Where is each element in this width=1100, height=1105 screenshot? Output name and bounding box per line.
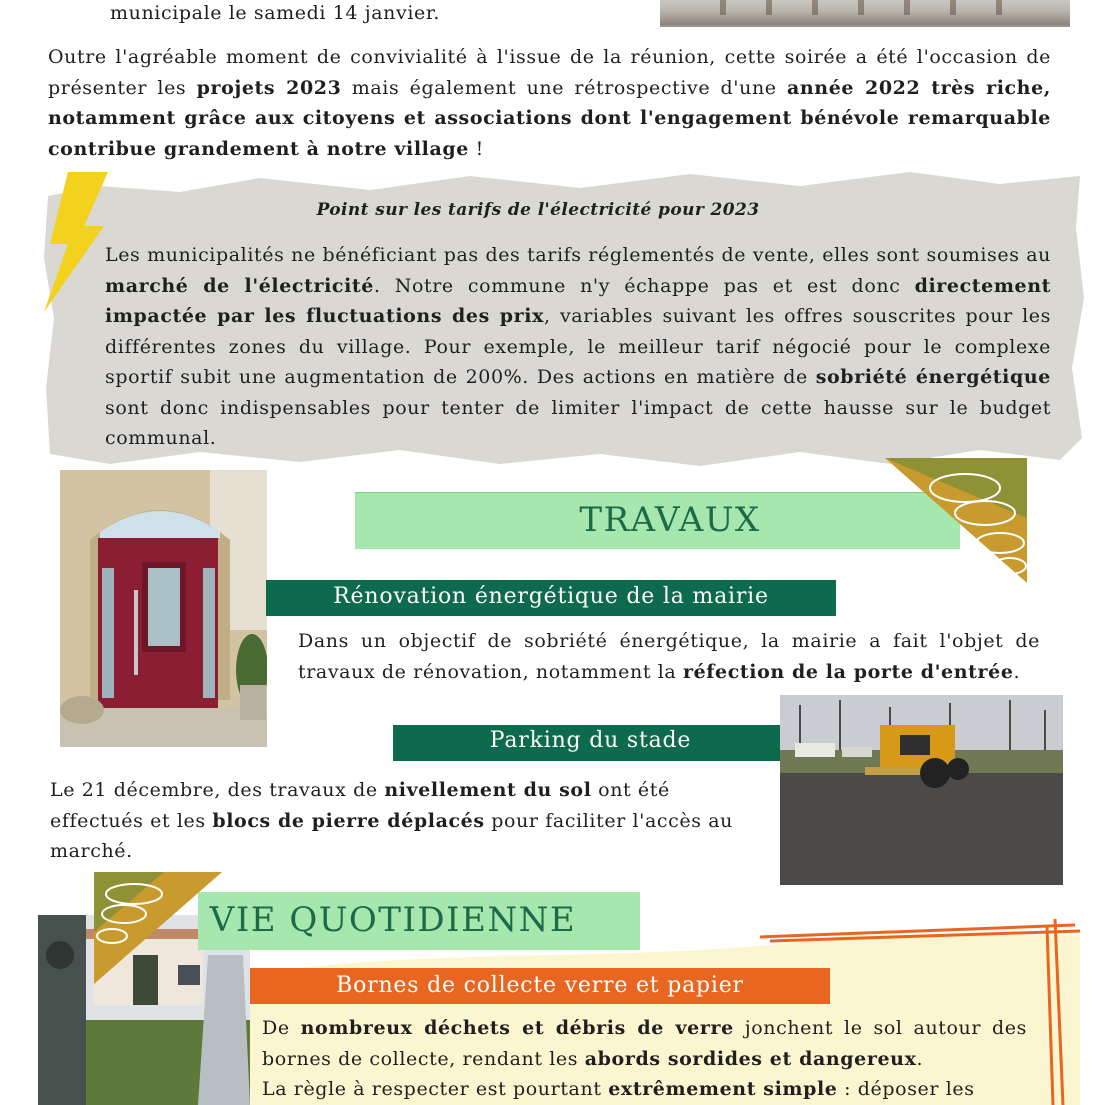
text-run: Les municipalités ne bénéficiant pas des tarifs réglementés de vente, elles sont soumises au bbox=[105, 244, 1051, 266]
parking-photo bbox=[780, 695, 1063, 885]
electricity-title: Point sur les tarifs de l'électricité pour 2023 bbox=[316, 200, 760, 220]
bold-text: année 2022 très riche, notamment grâce aux citoyens et associations dont l'engagement bénévole remarquable contribue grandement à notre village bbox=[48, 76, 1051, 160]
town-hall-door-photo bbox=[60, 470, 267, 747]
intro-paragraph bbox=[48, 42, 1051, 164]
bornes-heading: Bornes de collecte verre et papier bbox=[336, 973, 744, 998]
text-run: . bbox=[916, 1047, 924, 1070]
lightning-bolt-icon bbox=[38, 168, 110, 316]
bold-text: nombreux déchets et débris de verre bbox=[300, 1017, 734, 1039]
bold-text: blocs de pierre déplacés bbox=[212, 809, 485, 832]
meeting-photo bbox=[660, 0, 1070, 27]
bold-text: extrêmement simple bbox=[608, 1078, 838, 1100]
renovation-paragraph bbox=[298, 626, 1040, 687]
travaux-title: TRAVAUX bbox=[579, 500, 761, 540]
vie-quotidienne-title: VIE QUOTIDIENNE bbox=[209, 900, 577, 940]
renovation-heading: Rénovation énergétique de la mairie bbox=[333, 584, 769, 609]
text-run: De bbox=[262, 1017, 301, 1039]
bold-text: nivellement du sol bbox=[384, 779, 592, 801]
text-run: Le 21 décembre, des travaux de bbox=[50, 779, 385, 801]
text-run: La règle à respecter est pourtant bbox=[262, 1078, 609, 1100]
text-run: sont donc indispensables pour tenter de limiter l'impact de cette hausse sur le budget communal. bbox=[105, 396, 1051, 449]
bold-text: directement impactée par les fluctuations des prix bbox=[105, 274, 1051, 327]
bold-text: projets 2023 bbox=[196, 76, 342, 99]
text-run: . bbox=[1013, 660, 1021, 683]
text-run: Outre l'agréable moment de convivialité à l'issue de la réunion, cette soirée a été l'occasion de présenter les bbox=[48, 46, 1051, 99]
text-run: mais également une rétrospective d'une bbox=[341, 76, 787, 99]
parking-paragraph bbox=[50, 775, 762, 867]
text-run: ont été effectués et les bbox=[50, 779, 670, 832]
bornes-paragraph bbox=[262, 1013, 1027, 1105]
text-run: Dans un objectif de sobriété énergétique, la mairie a fait l'objet de travaux de rénovation, notamment la bbox=[298, 630, 1040, 683]
bold-text: abords sordides et dangereux bbox=[584, 1047, 917, 1070]
text-run: ! bbox=[468, 137, 484, 160]
text-run: pour faciliter l'accès au marché. bbox=[50, 809, 733, 862]
text-run: : déposer les bbox=[837, 1078, 975, 1100]
bold-text: sobriété énergétique bbox=[815, 366, 1051, 388]
electricity-paragraph bbox=[105, 240, 1051, 454]
bold-text: marché de l'électricité bbox=[105, 274, 374, 297]
intro-line-end: municipale le samedi 14 janvier. bbox=[110, 2, 441, 24]
text-run: jonchent le sol autour des bornes de collecte, rendant les bbox=[262, 1017, 1027, 1070]
parking-heading: Parking du stade bbox=[489, 728, 692, 753]
text-run: . Notre commune n'y échappe pas et est donc bbox=[373, 274, 915, 297]
bold-text: réfection de la porte d'entrée bbox=[682, 660, 1014, 683]
text-run: , variables suivant les offres souscrites pour les différentes zones du village. Pour exemple, le meilleur tarif négocié pour le complexe sportif subit une augmentation de 200%. Des actions en matière de bbox=[105, 305, 1052, 388]
